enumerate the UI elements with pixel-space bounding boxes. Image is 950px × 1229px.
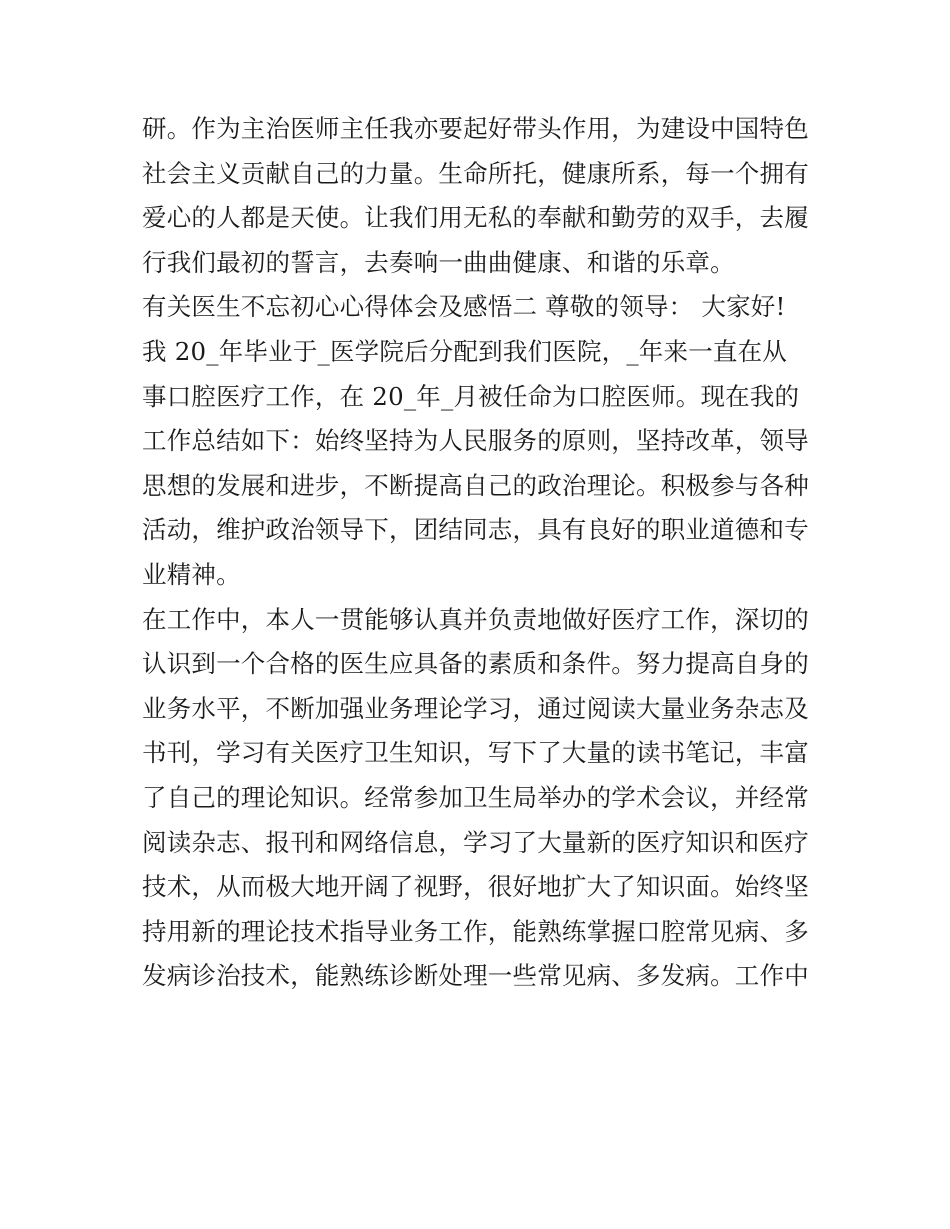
- text-line: 爱心的人都是天使。让我们用无私的奉献和勤劳的双手，去履: [142, 203, 809, 233]
- document-body: [142, 107, 822, 999]
- text-line: 在工作中，本人一贯能够认真并负责地做好医疗工作，深切的: [142, 604, 809, 634]
- text-line: 书刊，学习有关医疗卫生知识，写下了大量的读书笔记，丰富: [142, 738, 809, 768]
- text-line: 我 20_年毕业于_医学院后分配到我们医院，_年来一直在从: [142, 336, 788, 366]
- text-line: 持用新的理论技术指导业务工作，能熟练掌握口腔常见病、多: [142, 916, 809, 946]
- text-line: 行我们最初的誓言，去奏响一曲曲健康、和谐的乐章。: [142, 247, 735, 277]
- text-line: 工作总结如下：始终坚持为人民服务的原则，坚持改革，领导: [142, 426, 809, 456]
- text-line: 思想的发展和进步，不断提高自己的政治理论。积极参与各种: [142, 470, 809, 500]
- text-line: 阅读杂志、报刊和网络信息，学习了大量新的医疗知识和医疗: [142, 827, 809, 857]
- text-line: 研。作为主治医师主任我亦要起好带头作用，为建设中国特色: [142, 114, 809, 143]
- section-heading-line: 有关医生不忘初心心得体会及感悟二 尊敬的领导： 大家好!: [142, 292, 786, 322]
- text-line: 社会主义贡献自己的力量。生命所托，健康所系，每一个拥有: [142, 158, 809, 188]
- text-line: 认识到一个合格的医生应具备的素质和条件。努力提高自身的: [142, 649, 809, 679]
- text-line: 活动，维护政治领导下，团结同志，具有良好的职业道德和专: [142, 515, 809, 545]
- text-line: 发病诊治技术，能熟练诊断处理一些常见病、多发病。工作中: [142, 961, 809, 991]
- text-line: 了自己的理论知识。经常参加卫生局举办的学术会议，并经常: [142, 782, 809, 812]
- text-line: 业务水平，不断加强业务理论学习，通过阅读大量业务杂志及: [142, 693, 809, 723]
- text-line: 业精神。: [142, 559, 241, 589]
- text-line: 事口腔医疗工作，在 20_年_月被任命为口腔医师。现在我的: [142, 381, 800, 411]
- text-line: 技术，从而极大地开阔了视野，很好地扩大了知识面。始终坚: [142, 872, 809, 902]
